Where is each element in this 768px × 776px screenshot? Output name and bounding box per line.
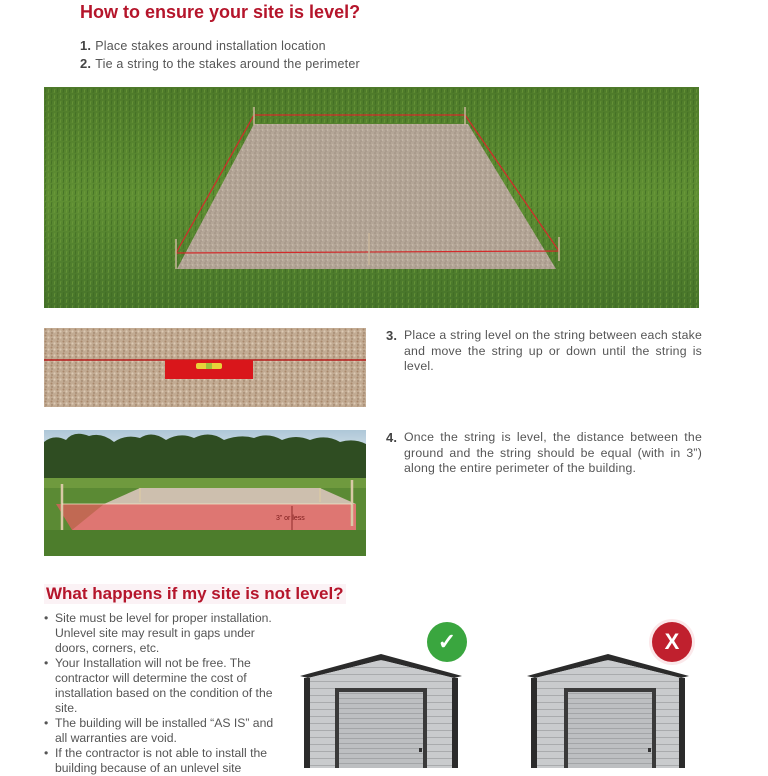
step-4 <box>386 430 702 477</box>
step-4-text: Once the string is level, the distance between the ground and the string should be equal (with in 3”) along the entire perimeter of the building. <box>404 430 702 475</box>
x-symbol: X <box>664 629 680 654</box>
unlevel-shed-illustration <box>527 654 689 768</box>
string-level-icon <box>165 360 253 379</box>
step-1 <box>80 38 326 54</box>
step-2-text: Tie a string to the stakes around the perimeter <box>95 57 360 71</box>
step-3-number: 3. <box>386 328 398 343</box>
step-1-number: 1. <box>80 38 92 53</box>
string-distance-image <box>44 430 366 556</box>
site-stakes-image <box>44 87 699 308</box>
step-2 <box>80 56 360 72</box>
string-level-image <box>44 328 366 407</box>
list-item: • The building will be installed “AS IS” and all warranties are void. <box>44 716 276 746</box>
list-item: • If the contractor is not able to install the building because of an unlevel site <box>44 746 276 776</box>
check-symbol: ✓ <box>437 629 457 654</box>
step-1-text: Place stakes around installation location <box>95 39 326 53</box>
page-title: How to ensure your site is level? <box>80 2 361 22</box>
step-4-number: 4. <box>386 430 398 445</box>
list-item: • Site must be level for proper installation. Unlevel site may result in gaps under doors, corners, etc. <box>44 611 276 656</box>
section-title: What happens if my site is not level? <box>46 584 344 603</box>
consequences-list <box>44 611 276 776</box>
step-3-text: Place a string level on the string between each stake and move the string up or down until the string is level. <box>404 328 702 373</box>
list-item: • Your Installation will not be free. The contractor will determine the cost of installation based on the condition of the site. <box>44 656 276 716</box>
step-3 <box>386 328 702 375</box>
step-2-number: 2. <box>80 56 92 71</box>
measure-label: 3” or less <box>276 515 305 522</box>
level-shed-illustration <box>300 654 462 768</box>
